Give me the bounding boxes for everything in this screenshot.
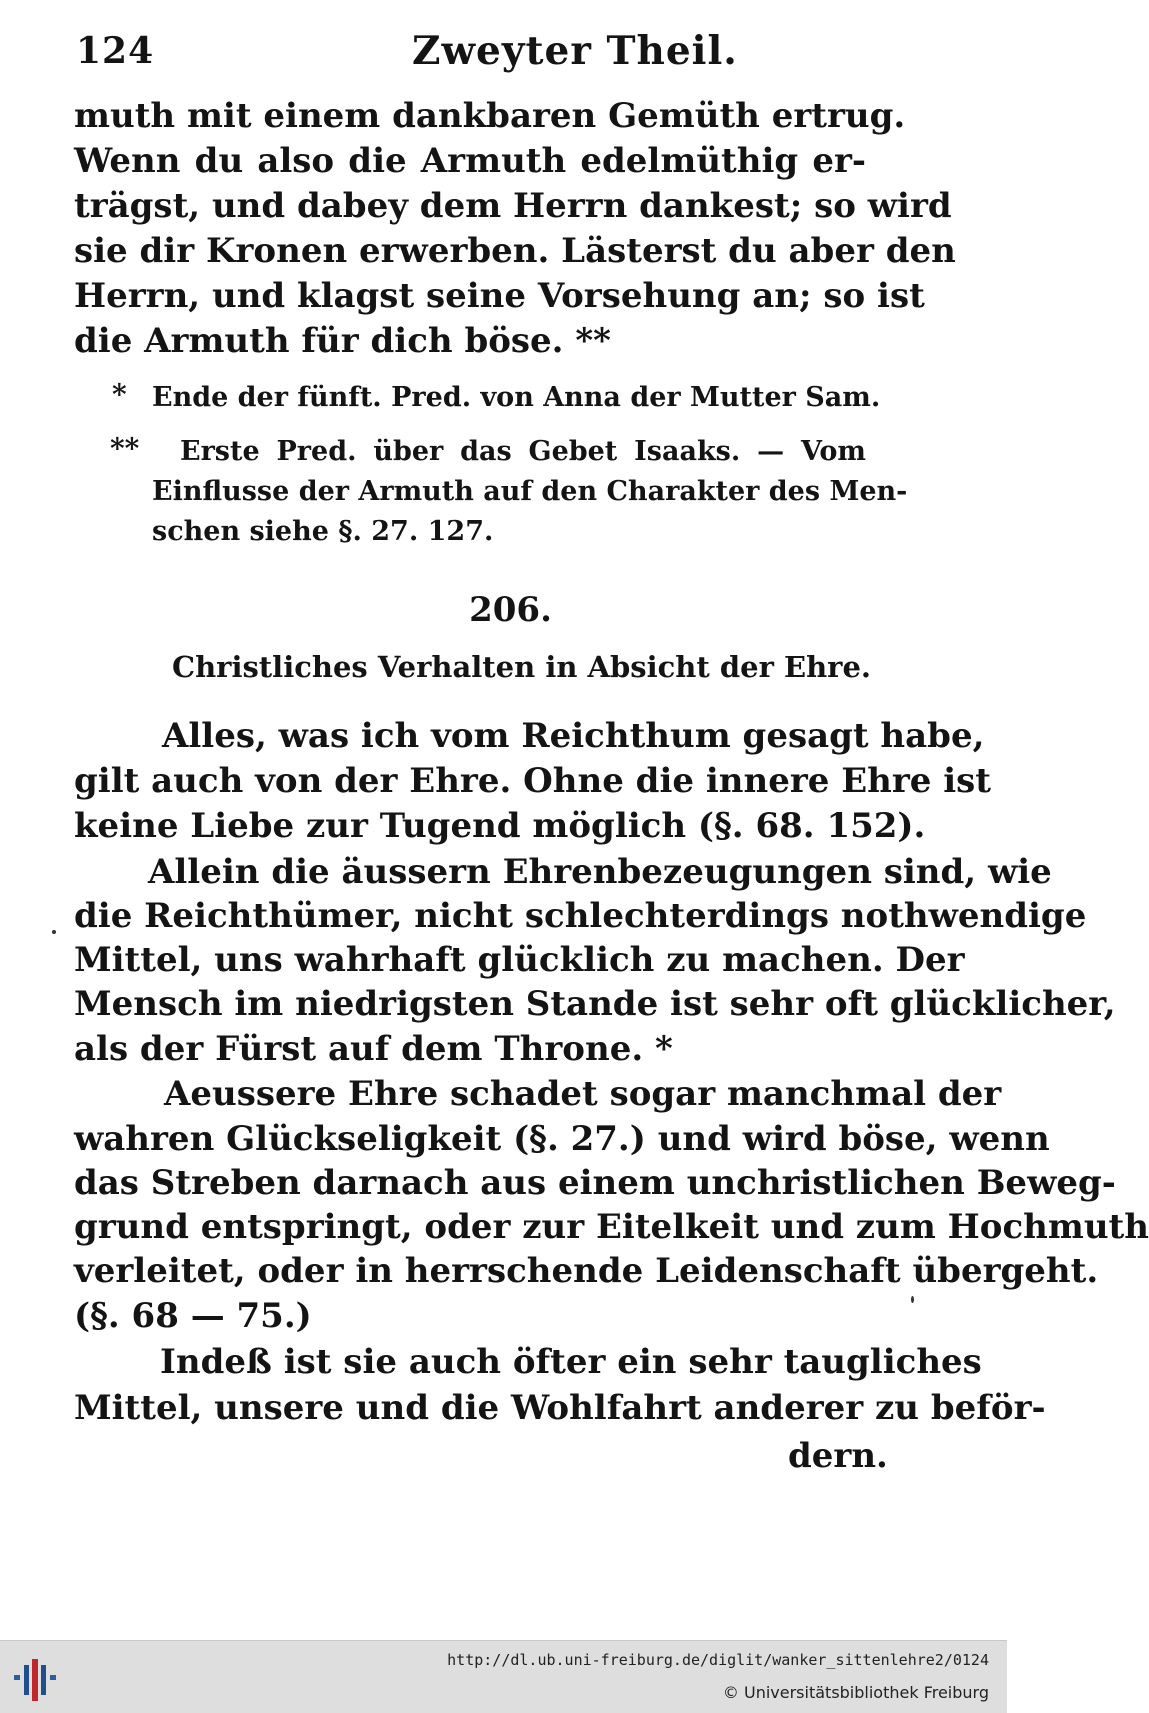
text-line: verleitet, oder in herrschende Leidenschaft übergeht.: [74, 1251, 1099, 1291]
footnote-1: Ende der fünft. Pred. von Anna der Mutter Sam.: [152, 382, 881, 413]
text-line: grund entspringt, oder zur Eitelkeit und zum Hochmuth: [74, 1207, 1149, 1247]
text-line: Mittel, unsere und die Wohlfahrt anderer zu beför-: [74, 1388, 1046, 1428]
scan-speck: [52, 930, 56, 934]
footnote-marker: **: [110, 432, 140, 465]
page-number: 124: [76, 30, 155, 72]
text-line: die Armuth für dich böse. **: [74, 321, 611, 361]
text-line: (§. 68 — 75.): [74, 1296, 312, 1336]
text-line: Wenn du also die Armuth edelmüthig er-: [74, 141, 866, 181]
footnote-2-line: Erste Pred. über das Gebet Isaaks. — Vom: [180, 436, 866, 467]
page-header: [72, 22, 872, 78]
viewer-footer: [0, 1640, 1007, 1713]
text-line: wahren Glückseligkeit (§. 27.) und wird böse, wenn: [74, 1119, 1050, 1159]
text-line: Alles, was ich vom Reichthum gesagt habe,: [162, 716, 985, 756]
text-line: dern.: [788, 1436, 888, 1476]
text-line: sie dir Kronen erwerben. Lästerst du aber den: [74, 231, 956, 271]
footnote-marker: *: [112, 378, 127, 411]
text-line: die Reichthümer, nicht schlechterdings nothwendige: [74, 896, 1087, 936]
text-line: Mensch im niedrigsten Stande ist sehr oft glücklicher,: [74, 984, 1116, 1024]
scan-speck: [911, 1296, 914, 1303]
text-line: Herrn, und klagst seine Vorsehung an; so ist: [74, 276, 925, 316]
text-line: das Streben darnach aus einem unchristlichen Beweg-: [74, 1163, 1116, 1203]
source-url[interactable]: http://dl.ub.uni-freiburg.de/diglit/wanker_sittenlehre2/0124: [447, 1651, 989, 1669]
copyright-notice: © Universitätsbibliothek Freiburg: [722, 1683, 989, 1702]
text-line: trägst, und dabey dem Herrn dankest; so wird: [74, 186, 952, 226]
text-line: Allein die äussern Ehrenbezeugungen sind, wie: [148, 852, 1052, 892]
text-line: als der Fürst auf dem Throne. *: [74, 1029, 673, 1069]
footnote-2-line: Einflusse der Armuth auf den Charakter des Men-: [152, 476, 908, 507]
ub-freiburg-logo-icon: [12, 1657, 58, 1703]
footnote-2-line: schen siehe §. 27. 127.: [152, 516, 494, 547]
section-number: 206.: [469, 590, 552, 630]
text-line: Mittel, uns wahrhaft glücklich zu machen. Der: [74, 940, 965, 980]
section-title: Christliches Verhalten in Absicht der Ehre.: [172, 650, 871, 684]
running-head: Zweyter Theil.: [412, 28, 738, 74]
text-line: Indeß ist sie auch öfter ein sehr taugliches: [160, 1342, 982, 1382]
text-line: keine Liebe zur Tugend möglich (§. 68. 152).: [74, 806, 926, 846]
text-line: muth mit einem dankbaren Gemüth ertrug.: [74, 96, 906, 136]
text-line: Aeussere Ehre schadet sogar manchmal der: [164, 1074, 1002, 1114]
text-line: gilt auch von der Ehre. Ohne die innere Ehre ist: [74, 761, 991, 801]
